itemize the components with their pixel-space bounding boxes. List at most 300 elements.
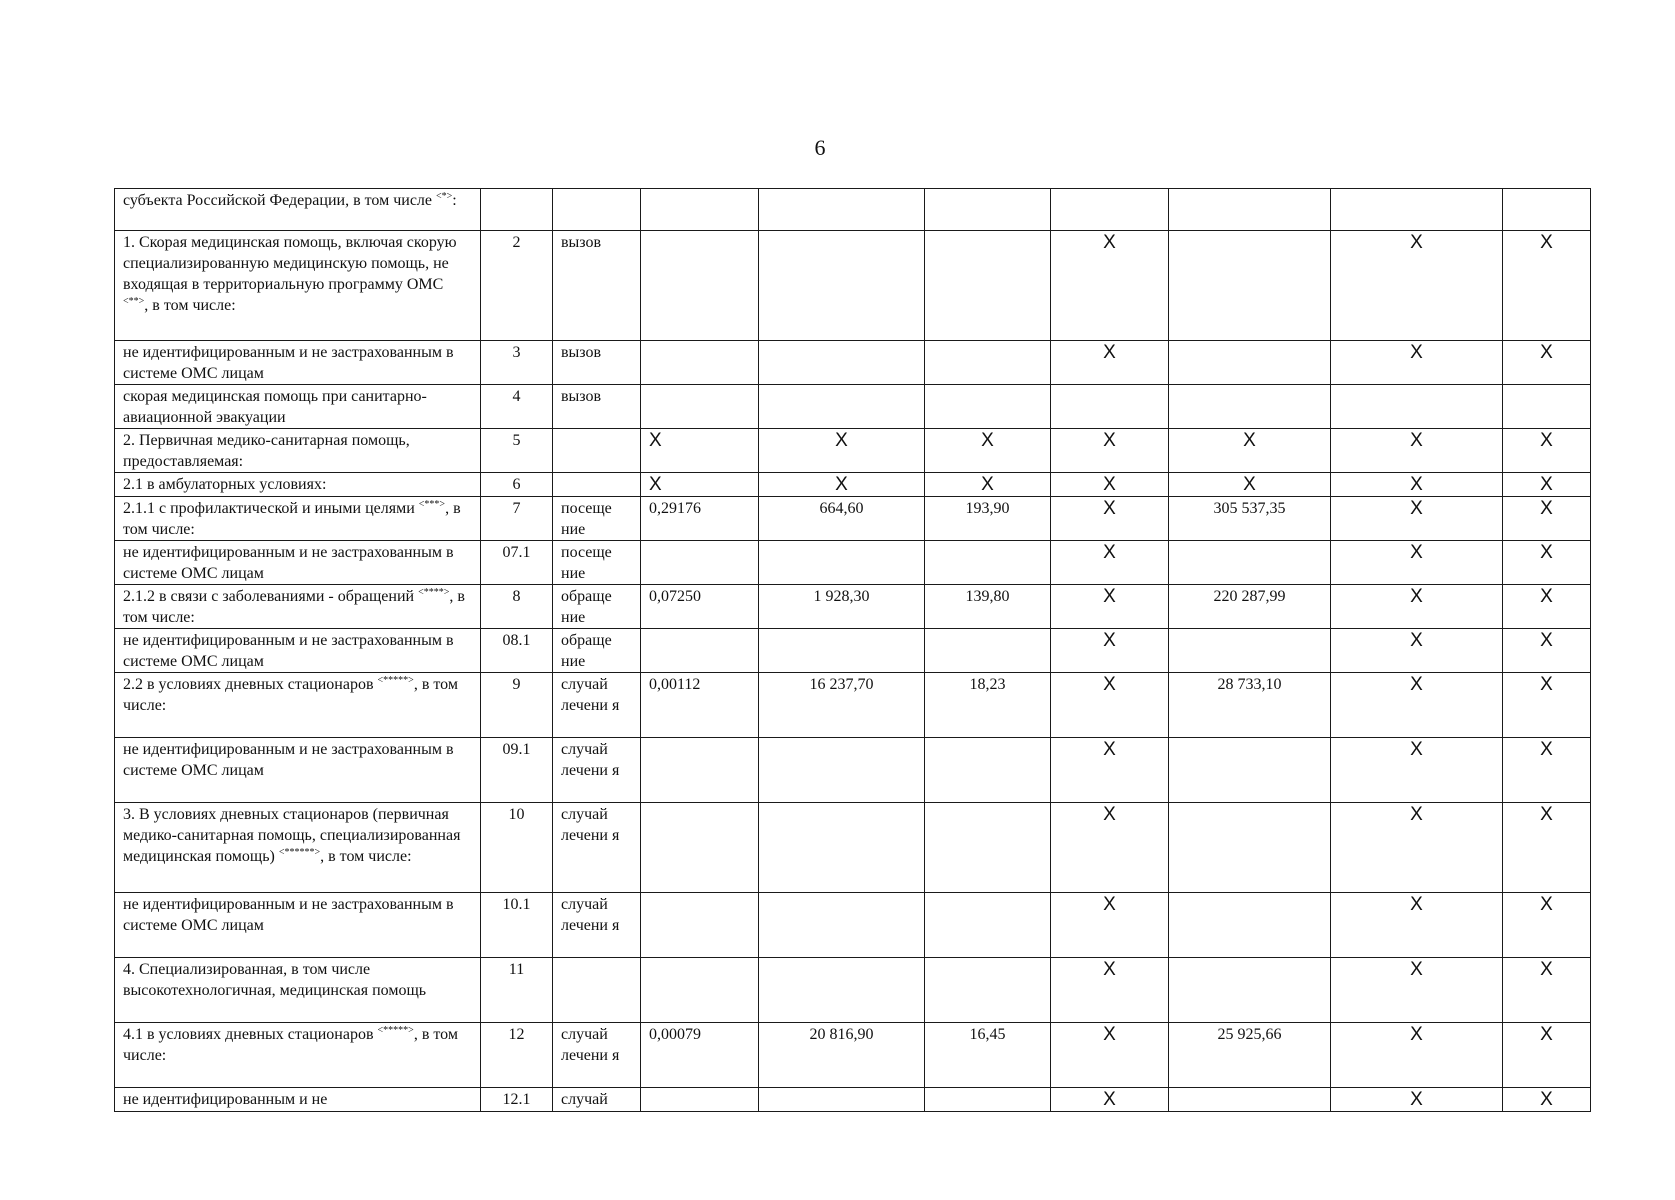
- row-unit: [553, 1023, 641, 1088]
- table-row: [115, 585, 1591, 629]
- cell-col-6: [925, 803, 1051, 893]
- cell-col-9: [1331, 803, 1503, 893]
- medical-care-table: [114, 188, 1591, 1112]
- cell-col-4-value: 0,00079: [649, 1026, 701, 1043]
- footnote-ref: <*****>: [377, 675, 414, 686]
- x-mark: X: [1540, 542, 1553, 563]
- row-number: [481, 429, 553, 473]
- row-name-tail: , в том числе:: [123, 588, 465, 626]
- cell-col-7: [1051, 341, 1169, 385]
- cell-col-7: [1051, 189, 1169, 231]
- row-number-value: 09.1: [502, 741, 531, 758]
- cell-col-10: [1503, 473, 1591, 497]
- x-mark: X: [1410, 1089, 1423, 1110]
- cell-col-9: [1331, 585, 1503, 629]
- x-mark: X: [1410, 474, 1423, 495]
- cell-col-5: [759, 958, 925, 1023]
- cell-col-6: [925, 673, 1051, 738]
- row-unit-value: случай лечени я: [561, 806, 620, 844]
- row-number-value: 12.1: [502, 1091, 531, 1108]
- row-unit-value: случай лечени я: [561, 1026, 620, 1064]
- footnote-ref: <**>: [123, 296, 145, 307]
- cell-col-6: [925, 585, 1051, 629]
- row-number-value: 4: [512, 388, 521, 405]
- cell-col-8: [1169, 429, 1331, 473]
- row-number: [481, 738, 553, 803]
- cell-col-10: [1503, 803, 1591, 893]
- cell-col-6: [925, 893, 1051, 958]
- cell-col-10: [1503, 189, 1591, 231]
- row-unit-value: обраще ние: [561, 632, 612, 670]
- cell-col-9: [1331, 958, 1503, 1023]
- table-row: [115, 1023, 1591, 1088]
- row-name-cell: [115, 673, 481, 738]
- row-name: 4. Специализированная, в том числе высокотехнологичная, медицинская помощь: [123, 961, 427, 999]
- row-number: [481, 497, 553, 541]
- row-unit: [553, 341, 641, 385]
- x-mark: X: [1410, 894, 1423, 915]
- cell-col-6-value: 193,90: [965, 500, 1010, 517]
- row-name-cell: [115, 738, 481, 803]
- cell-col-5: [759, 1023, 925, 1088]
- x-mark: X: [1410, 630, 1423, 651]
- x-mark: X: [1410, 430, 1423, 451]
- row-number: [481, 629, 553, 673]
- cell-col-6: [925, 629, 1051, 673]
- row-name-cell: [115, 541, 481, 585]
- row-number-value: 8: [512, 588, 521, 605]
- cell-col-5: [759, 231, 925, 341]
- row-number: [481, 1088, 553, 1112]
- cell-col-9: [1331, 189, 1503, 231]
- row-name-cell: [115, 231, 481, 341]
- x-mark: X: [1540, 1089, 1553, 1110]
- x-mark: X: [1540, 739, 1553, 760]
- row-unit: [553, 585, 641, 629]
- cell-col-4: [641, 497, 759, 541]
- row-name-cell: [115, 497, 481, 541]
- row-unit: [553, 473, 641, 497]
- cell-col-8: [1169, 231, 1331, 341]
- cell-col-8-value: 220 287,99: [1213, 588, 1286, 605]
- row-name-cell: [115, 473, 481, 497]
- cell-col-4: [641, 385, 759, 429]
- cell-col-7: [1051, 629, 1169, 673]
- x-mark: X: [1540, 804, 1553, 825]
- cell-col-8: [1169, 385, 1331, 429]
- row-number: [481, 473, 553, 497]
- row-name: 2. Первичная медико-санитарная помощь, предоставляемая:: [123, 432, 410, 470]
- row-name-cell: [115, 585, 481, 629]
- row-name-cell: [115, 893, 481, 958]
- row-name: субъекта Российской Федерации, в том числе: [123, 192, 433, 209]
- row-name: скорая медицинская помощь при санитарно-авиационной эвакуации: [123, 388, 427, 426]
- x-mark: X: [1103, 498, 1116, 519]
- cell-col-7: [1051, 738, 1169, 803]
- row-number: [481, 958, 553, 1023]
- table-row: [115, 385, 1591, 429]
- row-name-tail: , в том числе:: [123, 676, 458, 714]
- cell-col-8-value: 305 537,35: [1213, 500, 1286, 517]
- cell-col-10: [1503, 629, 1591, 673]
- page-number: 6: [814, 135, 826, 160]
- x-mark: X: [1540, 586, 1553, 607]
- cell-col-10: [1503, 958, 1591, 1023]
- cell-col-7: [1051, 958, 1169, 1023]
- row-number-value: 10.1: [502, 896, 531, 913]
- cell-col-9: [1331, 231, 1503, 341]
- cell-col-4: [641, 738, 759, 803]
- cell-col-5: [759, 803, 925, 893]
- row-name: не идентифицированным и не застрахованным в системе ОМС лицам: [123, 544, 454, 582]
- row-unit-value: случай: [561, 1091, 608, 1108]
- x-mark: X: [1103, 342, 1116, 363]
- cell-col-7: [1051, 429, 1169, 473]
- row-number: [481, 189, 553, 231]
- cell-col-4: [641, 341, 759, 385]
- cell-col-4-value: 0,07250: [649, 588, 701, 605]
- cell-col-4: [641, 189, 759, 231]
- row-name-tail: :: [452, 192, 457, 209]
- cell-col-6: [925, 341, 1051, 385]
- cell-col-4: [641, 473, 759, 497]
- x-mark: X: [1410, 959, 1423, 980]
- row-number: [481, 541, 553, 585]
- x-mark: X: [981, 474, 994, 495]
- row-unit: [553, 629, 641, 673]
- row-unit: [553, 803, 641, 893]
- row-name-cell: [115, 189, 481, 231]
- row-number-value: 2: [512, 234, 521, 251]
- cell-col-5: [759, 541, 925, 585]
- cell-col-8: [1169, 341, 1331, 385]
- x-mark: X: [1540, 630, 1553, 651]
- cell-col-5: [759, 1088, 925, 1112]
- cell-col-6: [925, 541, 1051, 585]
- cell-col-5: [759, 738, 925, 803]
- cell-col-5: [759, 189, 925, 231]
- cell-col-8: [1169, 738, 1331, 803]
- row-number: [481, 385, 553, 429]
- cell-col-5: [759, 497, 925, 541]
- cell-col-9: [1331, 473, 1503, 497]
- row-unit-value: посеще ние: [561, 500, 612, 538]
- cell-col-5: [759, 629, 925, 673]
- footnote-ref: <*****>: [377, 1025, 414, 1036]
- cell-col-5-value: 1 928,30: [813, 588, 870, 605]
- cell-col-6-value: 139,80: [965, 588, 1010, 605]
- x-mark: X: [1103, 674, 1116, 695]
- table-row: [115, 629, 1591, 673]
- cell-col-6: [925, 1088, 1051, 1112]
- x-mark: X: [1103, 232, 1116, 253]
- row-number-value: 08.1: [502, 632, 531, 649]
- row-number: [481, 341, 553, 385]
- cell-col-8: [1169, 803, 1331, 893]
- cell-col-8-value: 28 733,10: [1217, 676, 1282, 693]
- table-row: [115, 341, 1591, 385]
- x-mark: X: [1103, 804, 1116, 825]
- cell-col-9: [1331, 738, 1503, 803]
- cell-col-7: [1051, 673, 1169, 738]
- cell-col-4: [641, 585, 759, 629]
- cell-col-9: [1331, 1023, 1503, 1088]
- cell-col-10: [1503, 738, 1591, 803]
- row-unit-value: обраще ние: [561, 588, 612, 626]
- row-unit-value: посеще ние: [561, 544, 612, 582]
- cell-col-10: [1503, 893, 1591, 958]
- cell-col-7: [1051, 893, 1169, 958]
- row-unit-value: вызов: [561, 388, 602, 405]
- row-unit: [553, 497, 641, 541]
- footnote-ref: <******>: [278, 847, 321, 858]
- row-number: [481, 585, 553, 629]
- x-mark: X: [835, 430, 848, 451]
- row-name-cell: [115, 803, 481, 893]
- row-name-cell: [115, 629, 481, 673]
- cell-col-9: [1331, 893, 1503, 958]
- row-number: [481, 673, 553, 738]
- cell-col-6: [925, 231, 1051, 341]
- row-unit-value: вызов: [561, 344, 602, 361]
- x-mark: X: [1243, 430, 1256, 451]
- cell-col-4: [641, 429, 759, 473]
- cell-col-6: [925, 958, 1051, 1023]
- row-unit: [553, 541, 641, 585]
- row-number: [481, 1023, 553, 1088]
- row-name-tail: , в том числе:: [320, 848, 412, 865]
- x-mark: X: [1103, 474, 1116, 495]
- cell-col-8: [1169, 958, 1331, 1023]
- table-row: [115, 803, 1591, 893]
- row-name: не идентифицированным и не: [123, 1091, 328, 1108]
- row-name-cell: [115, 1088, 481, 1112]
- cell-col-4: [641, 629, 759, 673]
- row-name: не идентифицированным и не застрахованным в системе ОМС лицам: [123, 741, 454, 779]
- cell-col-4: [641, 231, 759, 341]
- row-number-value: 5: [512, 432, 521, 449]
- cell-col-5: [759, 385, 925, 429]
- x-mark: X: [1540, 894, 1553, 915]
- x-mark: X: [1540, 674, 1553, 695]
- cell-col-8: [1169, 189, 1331, 231]
- x-mark: X: [1410, 498, 1423, 519]
- cell-col-9: [1331, 629, 1503, 673]
- cell-col-9: [1331, 497, 1503, 541]
- cell-col-8: [1169, 893, 1331, 958]
- x-mark: X: [1103, 739, 1116, 760]
- cell-col-5-value: 20 816,90: [809, 1026, 874, 1043]
- cell-col-10: [1503, 341, 1591, 385]
- cell-col-6: [925, 738, 1051, 803]
- table-row: [115, 1088, 1591, 1112]
- row-number: [481, 893, 553, 958]
- row-unit: [553, 893, 641, 958]
- cell-col-6: [925, 385, 1051, 429]
- cell-col-6: [925, 1023, 1051, 1088]
- cell-col-8: [1169, 541, 1331, 585]
- row-name: не идентифицированным и не застрахованным в системе ОМС лицам: [123, 344, 454, 382]
- row-unit: [553, 958, 641, 1023]
- footnote-ref: <***>: [418, 499, 446, 510]
- cell-col-7: [1051, 497, 1169, 541]
- x-mark: X: [1103, 1024, 1116, 1045]
- cell-col-7: [1051, 585, 1169, 629]
- x-mark: X: [1243, 474, 1256, 495]
- table-row: [115, 189, 1591, 231]
- cell-col-4-value: 0,00112: [649, 676, 701, 693]
- table-row: [115, 893, 1591, 958]
- row-number-value: 12: [508, 1026, 525, 1043]
- cell-col-10: [1503, 541, 1591, 585]
- cell-col-4-value: 0,29176: [649, 500, 701, 517]
- cell-col-7: [1051, 803, 1169, 893]
- cell-col-4: [641, 673, 759, 738]
- x-mark: X: [1410, 1024, 1423, 1045]
- cell-col-6: [925, 189, 1051, 231]
- row-number-value: 11: [508, 961, 525, 978]
- row-unit: [553, 1088, 641, 1112]
- cell-col-6: [925, 429, 1051, 473]
- row-name-tail: , в том числе:: [123, 1026, 458, 1064]
- cell-col-4: [641, 1088, 759, 1112]
- cell-col-8: [1169, 629, 1331, 673]
- x-mark: X: [1540, 232, 1553, 253]
- x-mark: X: [1540, 430, 1553, 451]
- x-mark: X: [1410, 342, 1423, 363]
- x-mark: X: [649, 474, 662, 495]
- cell-col-5: [759, 893, 925, 958]
- x-mark: X: [1540, 498, 1553, 519]
- cell-col-8-value: 25 925,66: [1217, 1026, 1282, 1043]
- cell-col-10: [1503, 585, 1591, 629]
- cell-col-10: [1503, 231, 1591, 341]
- x-mark: X: [1103, 630, 1116, 651]
- table-row: [115, 541, 1591, 585]
- cell-col-10: [1503, 1088, 1591, 1112]
- row-number-value: 6: [512, 476, 521, 493]
- row-name-cell: [115, 1023, 481, 1088]
- cell-col-7: [1051, 541, 1169, 585]
- cell-col-8: [1169, 497, 1331, 541]
- x-mark: X: [1410, 674, 1423, 695]
- cell-col-9: [1331, 429, 1503, 473]
- table-row: [115, 497, 1591, 541]
- cell-col-8: [1169, 1088, 1331, 1112]
- cell-col-8: [1169, 673, 1331, 738]
- cell-col-6: [925, 497, 1051, 541]
- cell-col-8: [1169, 1023, 1331, 1088]
- x-mark: X: [1103, 959, 1116, 980]
- row-name: 4.1 в условиях дневных стационаров: [123, 1026, 374, 1043]
- row-name: 1. Скорая медицинская помощь, включая скорую специализированную медицинскую помощь, не входящая в территориальную программу ОМС: [123, 234, 457, 293]
- x-mark: X: [1410, 232, 1423, 253]
- row-unit: [553, 385, 641, 429]
- cell-col-9: [1331, 1088, 1503, 1112]
- x-mark: X: [981, 430, 994, 451]
- row-number-value: 7: [512, 500, 521, 517]
- cell-col-7: [1051, 385, 1169, 429]
- table-row: [115, 231, 1591, 341]
- row-name: 2.1 в амбулаторных условиях:: [123, 476, 327, 493]
- row-unit-value: вызов: [561, 234, 602, 251]
- row-name: 3. В условиях дневных стационаров (первичная медико-санитарная помощь, специализированная медицинская помощь): [123, 806, 461, 865]
- x-mark: X: [1103, 430, 1116, 451]
- x-mark: X: [835, 474, 848, 495]
- cell-col-10: [1503, 673, 1591, 738]
- cell-col-8: [1169, 585, 1331, 629]
- table-row: [115, 738, 1591, 803]
- cell-col-5: [759, 673, 925, 738]
- row-number-value: 10: [508, 806, 525, 823]
- table-row: [115, 958, 1591, 1023]
- row-unit-value: случай лечени я: [561, 741, 620, 779]
- row-unit: [553, 673, 641, 738]
- footnote-ref: <*>: [436, 191, 453, 202]
- cell-col-4: [641, 803, 759, 893]
- cell-col-9: [1331, 341, 1503, 385]
- row-number-value: 07.1: [502, 544, 531, 561]
- cell-col-5-value: 16 237,70: [809, 676, 874, 693]
- x-mark: X: [1540, 959, 1553, 980]
- row-name-tail: , в том числе:: [123, 500, 461, 538]
- row-unit: [553, 738, 641, 803]
- row-name: 2.1.2 в связи с заболеваниями - обращений: [123, 588, 415, 605]
- row-name: не идентифицированным и не застрахованным в системе ОМС лицам: [123, 896, 454, 934]
- row-unit-value: случай лечени я: [561, 896, 620, 934]
- cell-col-5: [759, 585, 925, 629]
- row-unit: [553, 429, 641, 473]
- table-row: [115, 673, 1591, 738]
- cell-col-6-value: 18,23: [969, 676, 1006, 693]
- cell-col-7: [1051, 231, 1169, 341]
- x-mark: X: [1103, 542, 1116, 563]
- cell-col-4: [641, 893, 759, 958]
- cell-col-9: [1331, 541, 1503, 585]
- x-mark: X: [1410, 586, 1423, 607]
- cell-col-7: [1051, 1088, 1169, 1112]
- cell-col-5: [759, 429, 925, 473]
- cell-col-6: [925, 473, 1051, 497]
- cell-col-10: [1503, 497, 1591, 541]
- cell-col-9: [1331, 385, 1503, 429]
- cell-col-4: [641, 541, 759, 585]
- cell-col-7: [1051, 1023, 1169, 1088]
- cell-col-5: [759, 341, 925, 385]
- x-mark: X: [1540, 342, 1553, 363]
- cell-col-10: [1503, 429, 1591, 473]
- row-number-value: 3: [512, 344, 521, 361]
- table-row: [115, 429, 1591, 473]
- row-name-cell: [115, 341, 481, 385]
- x-mark: X: [1103, 894, 1116, 915]
- cell-col-4: [641, 1023, 759, 1088]
- x-mark: X: [1410, 542, 1423, 563]
- row-number-value: 9: [512, 676, 521, 693]
- row-number: [481, 231, 553, 341]
- x-mark: X: [649, 430, 662, 451]
- cell-col-6-value: 16,45: [969, 1026, 1006, 1043]
- row-name-cell: [115, 958, 481, 1023]
- cell-col-5-value: 664,60: [819, 500, 864, 517]
- cell-col-5: [759, 473, 925, 497]
- cell-col-4: [641, 958, 759, 1023]
- x-mark: X: [1410, 739, 1423, 760]
- x-mark: X: [1103, 586, 1116, 607]
- row-unit: [553, 231, 641, 341]
- row-name: 2.2 в условиях дневных стационаров: [123, 676, 374, 693]
- row-name-tail: , в том числе:: [144, 297, 236, 314]
